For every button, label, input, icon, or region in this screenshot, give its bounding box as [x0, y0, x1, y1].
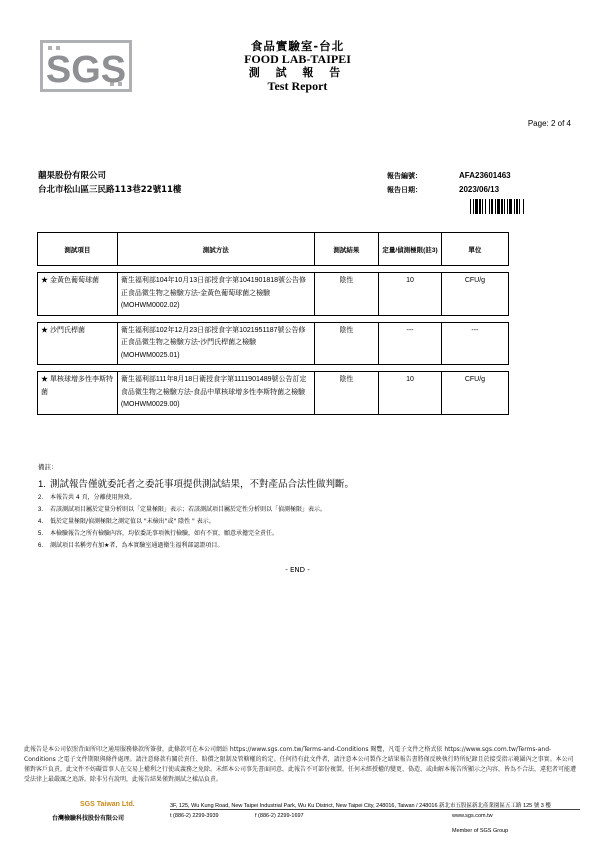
company-website[interactable]: www.sgs.com.tw	[452, 813, 493, 819]
table-header-row	[38, 233, 509, 266]
report-no-label: 報告編號：	[387, 172, 422, 180]
row-unit: CFU/g	[441, 372, 508, 415]
row-item: ★ 沙門氏桿菌	[38, 322, 118, 365]
report-meta	[387, 169, 511, 197]
col-header-item: 測試項目	[38, 233, 118, 266]
footer-divider	[170, 809, 580, 810]
note-item: 6. 測試項目名稱旁有加★者，為本實驗室通過衛生福利部認證項目。	[38, 542, 224, 549]
col-header-limit: 定量/偵測極限(註3)	[379, 233, 442, 266]
company-name-zh: 台灣檢驗科技股份有限公司	[52, 815, 125, 822]
notes-title: 備註：	[38, 463, 58, 471]
row-result: 陰性	[314, 372, 379, 415]
row-limit: ---	[379, 322, 442, 365]
notes	[38, 461, 558, 552]
company-tel: t (886-2) 2299-3939	[170, 813, 219, 819]
report-date-label: 報告日期：	[387, 186, 422, 194]
col-header-unit: 單位	[441, 233, 508, 266]
table-row	[38, 273, 509, 316]
report-title-en: Test Report	[267, 78, 328, 93]
row-limit: 10	[379, 273, 442, 316]
col-header-result: 測試結果	[314, 233, 379, 266]
table-row	[38, 372, 509, 415]
row-method: 衛生福利部102年12月23日部授食字第1021951187號公告修正食品微生物之檢驗方法-沙門氏桿菌之檢驗(MOHWM0025.01)	[117, 322, 314, 365]
col-header-method: 測試方法	[117, 233, 314, 266]
lab-name: 食品實驗室-台北	[250, 39, 345, 53]
member-of-group: Member of SGS Group	[452, 828, 509, 834]
row-item: ★ 單核球增多性李斯特菌	[38, 372, 118, 415]
svg-text:SGS: SGS	[45, 49, 127, 91]
note-item: 1. 測試報告僅就委託者之委託事項提供測試結果，不對產品合法性做判斷。	[38, 479, 355, 490]
lab-name-en: FOOD LAB-TAIPEI	[244, 52, 351, 67]
client-name: 囍果股份有限公司	[38, 171, 107, 181]
client-address: 台北市松山區三民路113巷22號11樓	[38, 185, 182, 195]
company-name-en: SGS Taiwan Ltd.	[80, 801, 135, 808]
note-item: 2. 本報告共 4 頁，分離使用無效。	[38, 494, 136, 501]
sgs-logo	[40, 40, 132, 92]
barcode	[470, 199, 554, 214]
row-result: 陰性	[314, 273, 379, 316]
row-unit: CFU/g	[441, 273, 508, 316]
row-method: 衛生福利部111年8月18日衛授食字第1111901489號公告訂定食品微生物之檢驗方法-食品中單核球增多性李斯特菌之檢驗(MOHWM0029.00)	[117, 372, 314, 415]
note-item: 3. 若該測試項目屬於定量分析則以「定量極限」表示；若該測試項目屬於定性分析則以「偵測極限」表示。	[38, 506, 327, 513]
report-header	[180, 40, 415, 93]
report-title-zh: 測 試 報 告	[248, 66, 347, 80]
note-item: 4. 低於定量極限/偵測極限之測定值以 "未檢出"或" 陰性 " 表示。	[38, 518, 215, 525]
end-marker: - END -	[285, 566, 310, 574]
company-address: 3F, 125, Wu Kung Road, New Taipei Industrial Park, Wu Ku District, New Taipei City, 248016, Taiwan / 248016 新北市五股區新北產業園區五工路 125 號 3 樓	[170, 803, 551, 809]
table-row	[38, 322, 509, 365]
client-info	[38, 169, 181, 197]
company-fax: f (886-2) 2299-1697	[255, 813, 304, 819]
results-table	[37, 232, 509, 415]
row-item: ★ 金黃色葡萄球菌	[38, 273, 118, 316]
row-limit: 10	[379, 372, 442, 415]
row-unit: ---	[441, 322, 508, 365]
row-method: 衛生福利部104年10月13日部授食字第1041901818號公告修正食品微生物之檢驗方法-金黃色葡萄球菌之檢驗(MOHWM0002.02)	[117, 273, 314, 316]
page-number: Page: 2 of 4	[527, 119, 571, 128]
row-result: 陰性	[314, 322, 379, 365]
disclaimer: 此報告是本公司依照背面所印之通用服務條款所簽發，此條款可在本公司網站 https://www.sgs.com.tw/Terms-and-Conditions 閱覽，凡電子文件之格式依 https://www.sgs.com.tw/Terms-and-Conditions 之電子文件期限與條件處理。請注意條款有關於責任、賠償之限制及管轄權的約定。任何持有此文件者，請注意本公司製作之結果報告書將僅反映執行時所紀錄且於接受指示範圍內之事實。本公司僅對客戶負責，此文件不妨礙當事人在交易上權利之行使或義務之免除。未經本公司事先書面同意，此報告不可部份複製。任何未經授權的變更、偽造、或曲解本報告所顯示之內容，皆為不合法，違犯者可能遭受法律上最嚴厲之追訴。除非另有說明，此報告結果僅對測試之樣品負責。	[24, 746, 577, 783]
report-no: AFA23601463	[459, 171, 511, 180]
note-item: 5. 本檢驗報告之所有檢驗內容，均依委託事項執行檢驗，如有不實，願意承擔完全責任。	[38, 530, 279, 537]
report-date: 2023/06/13	[459, 185, 500, 194]
